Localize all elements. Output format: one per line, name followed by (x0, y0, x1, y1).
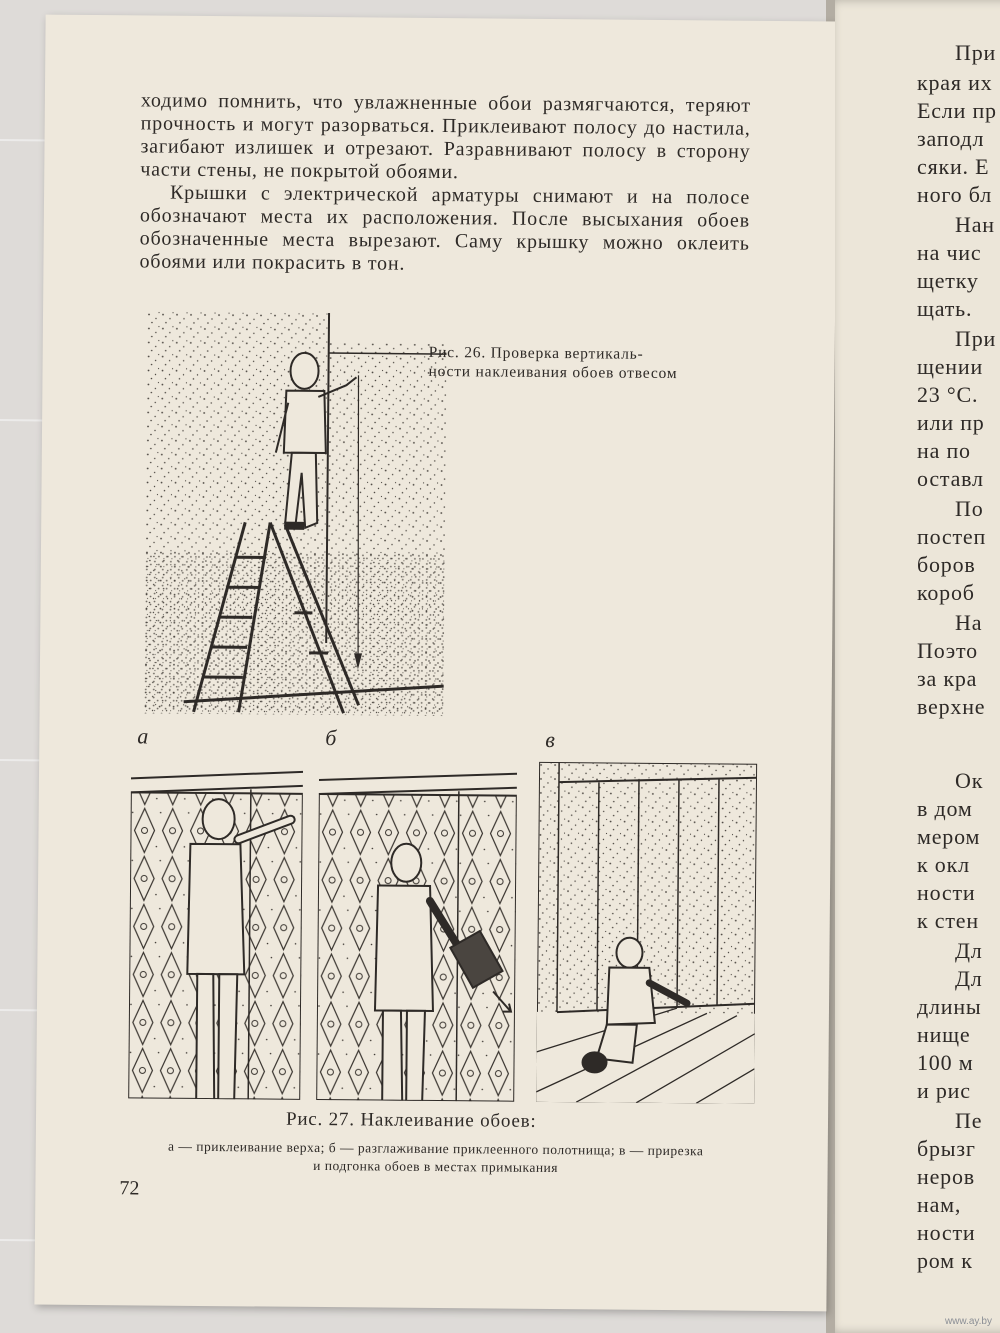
right-line: 23 °С. (917, 382, 979, 407)
right-line: Если пр (917, 98, 997, 123)
figure-26-caption (428, 343, 768, 384)
right-line: Дл (955, 966, 983, 991)
page-number: 72 (119, 1177, 140, 1200)
figure-26-illustration (144, 311, 447, 716)
right-line: за кра (917, 666, 978, 691)
figure-27-panel-a (128, 723, 303, 1099)
right-line: щетку (917, 268, 979, 293)
right-line: оставл (917, 466, 984, 491)
paragraph-2: Крышки с электрической арматуры снимают и на полосе обозначают места их расположения. После высыхания обоев обозначенные места вырезают. Саму крышку можно оклеить обоями или покрасить в тон. (139, 181, 751, 275)
right-line: к стен (917, 908, 979, 933)
right-line: длины (917, 994, 982, 1019)
figure-27-legend-line-2: и подгонка обоев в местах примыкания (313, 1157, 559, 1176)
panel-label-b: б (325, 725, 337, 751)
right-line: на по (917, 438, 971, 463)
right-line: Дл (955, 938, 983, 963)
right-line: Нан (955, 212, 995, 237)
figure-26-caption-line-1: Рис. 26. Проверка вертикаль- (428, 343, 644, 363)
right-line: При (955, 326, 997, 351)
figure-27-panel-b (316, 725, 517, 1102)
right-line: к окл (917, 852, 970, 877)
right-line: ности (917, 1220, 976, 1245)
right-line: неров (917, 1164, 975, 1189)
right-line: По (955, 496, 984, 521)
right-line: Ок (955, 768, 984, 793)
right-line: брызг (917, 1136, 976, 1161)
figure-26-caption-line-2: ности наклеивания обоев отвесом (428, 362, 678, 383)
right-line: края их (917, 70, 993, 95)
right-line: щать. (917, 296, 973, 321)
body-text (139, 89, 751, 278)
right-line: ром к (917, 1248, 973, 1273)
right-line: На (955, 610, 983, 635)
paragraph-1: ходимо помнить, что увлажненные обои размягчаются, теряют прочность и могут разорваться. Приклеивают полосу до настила, загибают излишек и отрезают. Разравнивают полосу в сторону части стены, не покрытой обоями. (140, 89, 751, 184)
right-line: щении (917, 354, 984, 379)
right-line: заподл (917, 126, 985, 151)
right-page-text (835, 0, 1000, 1333)
figure-27-title: Рис. 27. Наклеивание обоев: (285, 1108, 537, 1132)
watermark: www.ay.by (944, 1316, 992, 1327)
right-line: нам, (917, 1192, 962, 1217)
right-line: 100 м (917, 1050, 974, 1075)
right-line: на чис (917, 240, 982, 265)
left-page (34, 15, 837, 1312)
right-line: постеп (917, 524, 987, 549)
right-line: в дом (917, 796, 973, 821)
right-line: ного бл (917, 182, 992, 207)
right-line: и рис (917, 1078, 971, 1103)
right-line: нище (917, 1022, 971, 1047)
right-line: верхне (917, 694, 986, 719)
right-line: ности (917, 880, 976, 905)
right-line: При (955, 40, 997, 65)
right-line: короб (917, 580, 975, 605)
right-line: Поэто (917, 638, 978, 663)
right-page (835, 0, 1000, 1333)
figure-27-legend-line-1: а — приклеивание верха; б — разглаживание приклеенного полотнища; в — прирезка (168, 1138, 704, 1159)
panel-label-c: в (545, 726, 556, 753)
panel-label-a: а (137, 723, 149, 749)
figure-27-panel-c (536, 726, 757, 1104)
right-line: боров (917, 552, 976, 577)
right-line: мером (917, 824, 981, 849)
right-line: сяки. Е (917, 154, 990, 179)
right-line: или пр (917, 410, 985, 435)
right-line: Пе (955, 1108, 983, 1133)
figure-27-legend (116, 1137, 756, 1179)
